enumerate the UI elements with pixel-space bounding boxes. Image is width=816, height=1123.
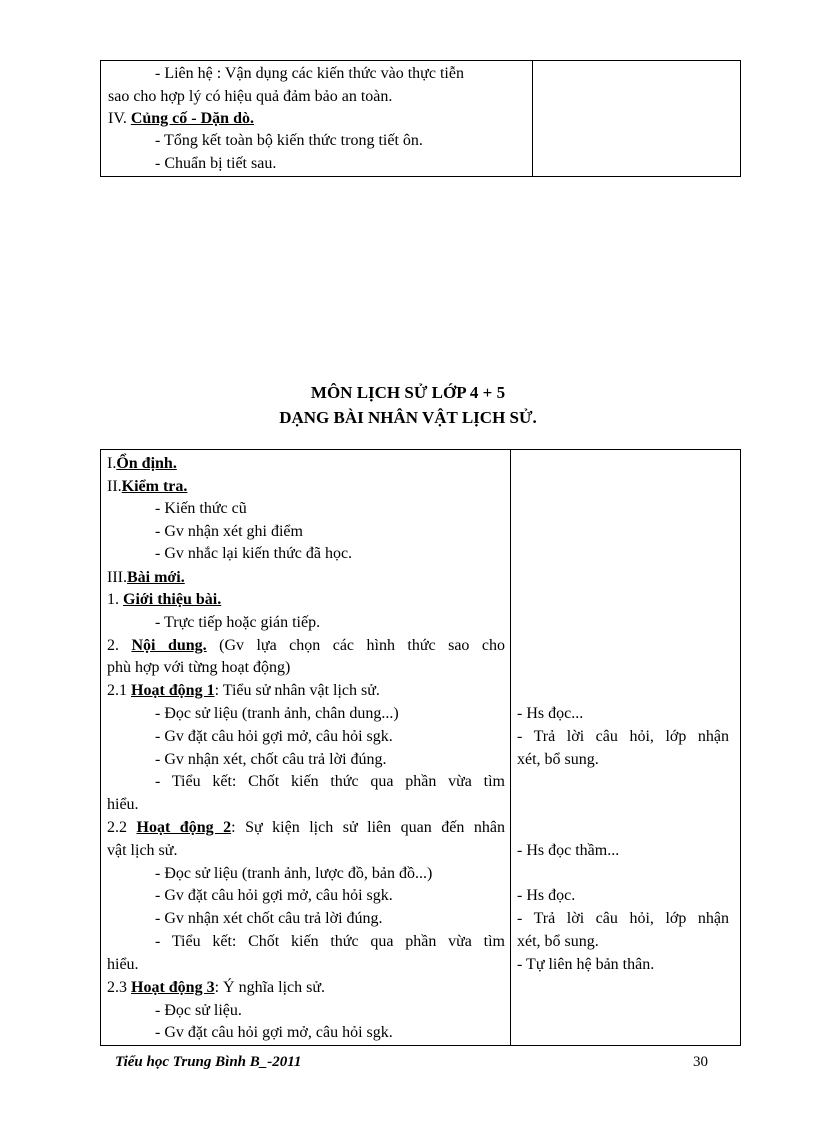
activity-title: Hoạt động 2 — [136, 819, 232, 836]
activity-heading — [107, 817, 505, 839]
subsection-heading — [107, 589, 221, 611]
subsection-heading — [107, 635, 505, 657]
student-activities-cell — [511, 450, 741, 1046]
activity-number: 2.2 — [107, 819, 137, 836]
activity-desc: : Sự kiện lịch sử liên quan đến nhân — [231, 819, 505, 836]
text-line: vật lịch sử. — [107, 842, 178, 859]
text-line: xét, bổ sung. — [517, 933, 599, 950]
lesson-plan-table — [100, 449, 741, 1046]
text-line: - Hs đọc... — [517, 705, 584, 722]
text-line: hiểu. — [107, 796, 139, 813]
text-line: - Trả lời câu hỏi, lớp nhận — [517, 728, 729, 745]
activity-title: Hoạt động 1 — [131, 682, 215, 699]
text-line: - Gv đặt câu hỏi gợi mở, câu hỏi sgk. — [155, 728, 393, 745]
text-line: - Tự liên hệ bản thân. — [517, 956, 655, 973]
section-heading — [107, 453, 177, 475]
top-table-left-cell — [101, 61, 533, 177]
text-line: - Gv nhận xét chốt câu trả lời đúng. — [155, 910, 383, 927]
subsection-title: Nội dung. — [131, 637, 207, 654]
teacher-activities-cell — [101, 450, 511, 1046]
subsection-number: 1. — [107, 591, 123, 608]
section-number: III. — [107, 569, 127, 586]
text-line: - Tiểu kết: Chốt kiến thức qua phần vừa tìm — [155, 933, 505, 950]
top-table-right-cell — [533, 61, 741, 177]
section-title: Kiểm tra. — [121, 478, 188, 495]
section-heading — [108, 108, 254, 130]
text-line: - Đọc sử liệu. — [155, 1002, 242, 1019]
section-title: Ổn định. — [116, 455, 177, 472]
subsection-note: (Gv lựa chọn các hình thức sao cho — [206, 637, 505, 654]
text-line: - Kiến thức cũ — [155, 500, 247, 517]
text-line: - Hs đọc thầm... — [517, 842, 620, 859]
section-heading — [107, 476, 187, 498]
text-line: - Hs đọc. — [517, 887, 576, 904]
text-line: phù hợp với từng hoạt động) — [107, 659, 291, 676]
text-line: xét, bổ sung. — [517, 751, 599, 768]
text-line: - Gv đặt câu hỏi gợi mở, câu hỏi sgk. — [155, 1024, 393, 1041]
text-line: sao cho hợp lý có hiệu quả đảm bảo an toàn. — [108, 88, 393, 105]
subsection-title: Giới thiệu bài. — [123, 591, 222, 608]
subject-title: MÔN LỊCH SỬ LỚP 4 + 5 — [310, 383, 506, 402]
section-title: Củng cố - Dặn dò. — [130, 110, 254, 127]
section-number: II. — [107, 478, 122, 495]
section-number: I. — [107, 455, 117, 472]
section-title: Bài mới. — [126, 569, 185, 586]
section-number: IV. — [108, 110, 131, 127]
activity-heading — [107, 680, 380, 702]
text-line: - Đọc sử liệu (tranh ảnh, lược đồ, bản đồ...) — [155, 865, 433, 882]
text-line: - Đọc sử liệu (tranh ảnh, chân dung...) — [155, 705, 399, 722]
text-line: - Chuẩn bị tiết sau. — [155, 155, 277, 172]
text-line: - Gv đặt câu hỏi gợi mở, câu hỏi sgk. — [155, 887, 393, 904]
text-line: - Tổng kết toàn bộ kiến thức trong tiết ôn. — [155, 132, 423, 149]
activity-number: 2.1 — [107, 682, 131, 699]
lesson-type-title: DẠNG BÀI NHÂN VẬT LỊCH SỬ. — [279, 408, 537, 427]
text-line: - Gv nhắc lại kiến thức đã học. — [155, 545, 353, 562]
activity-number: 2.3 — [107, 979, 131, 996]
text-line: - Liên hệ : Vận dụng các kiến thức vào thực tiễn — [155, 65, 464, 82]
activity-desc: : Tiểu sử nhân vật lịch sử. — [214, 682, 380, 699]
section-heading — [107, 567, 185, 589]
activity-desc: : Ý nghĩa lịch sử. — [214, 979, 326, 996]
text-line: - Trả lời câu hỏi, lớp nhận — [517, 910, 729, 927]
footer-school-name: Tiểu học Trung Bình B_-2011 — [115, 1054, 302, 1070]
activity-heading — [107, 977, 325, 999]
text-line: - Gv nhận xét, chốt câu trả lời đúng. — [155, 751, 387, 768]
text-line: - Tiểu kết: Chốt kiến thức qua phần vừa tìm — [155, 773, 505, 790]
text-line: - Gv nhận xét ghi điểm — [155, 523, 303, 540]
top-lesson-table — [100, 60, 741, 177]
activity-title: Hoạt động 3 — [131, 979, 215, 996]
text-line: - Trực tiếp hoặc gián tiếp. — [155, 614, 321, 631]
subsection-number: 2. — [107, 637, 132, 654]
text-line: hiểu. — [107, 956, 139, 973]
page-number: 30 — [693, 1054, 708, 1070]
